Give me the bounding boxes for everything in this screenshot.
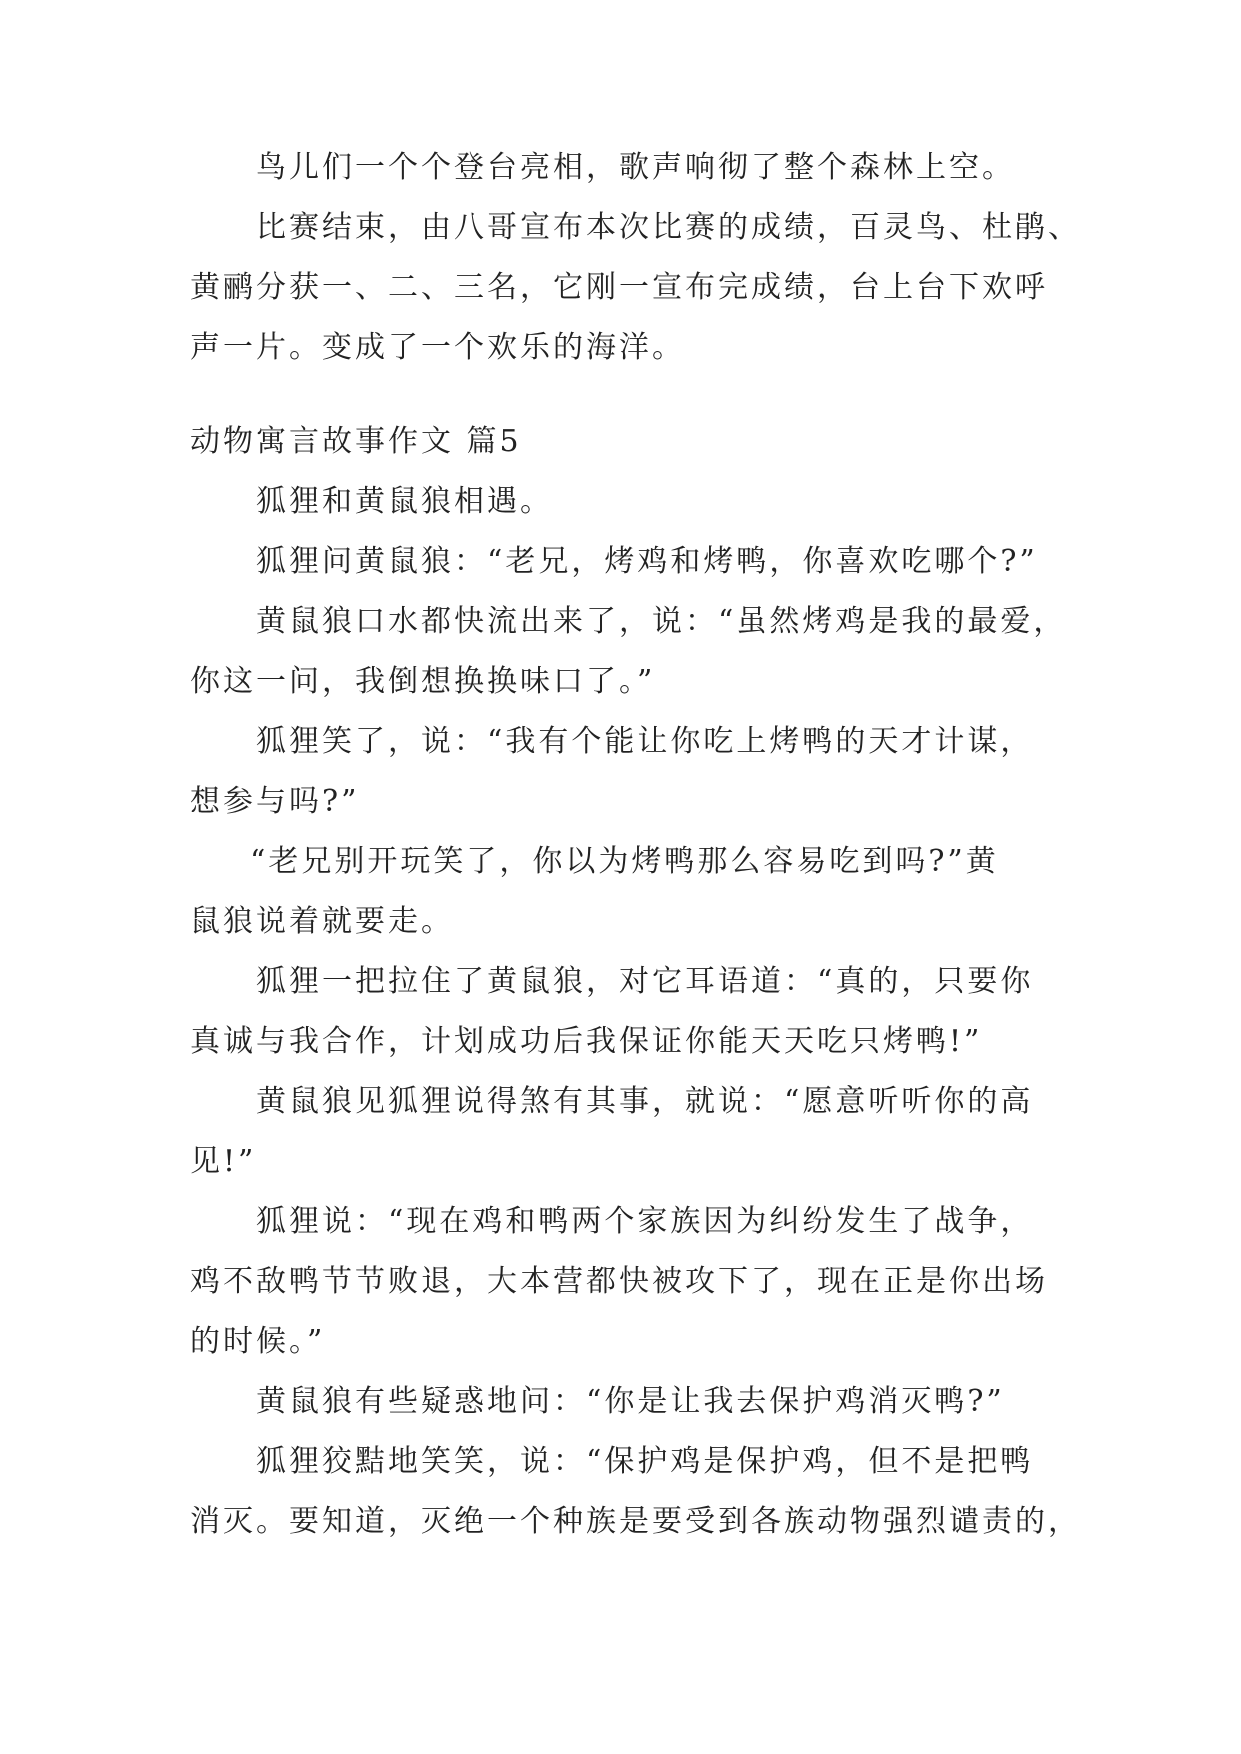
text-line: 狐狸一把拉住了黄鼠狼，对它耳语道：“真的，只要你 xyxy=(256,964,1034,999)
text-line: 鸟儿们一个个登台亮相，歌声响彻了整个森林上空。 xyxy=(256,150,1015,185)
text-line: 鸡不敌鸭节节败退，大本营都快被攻下了，现在正是你出场 xyxy=(190,1264,1048,1299)
text-line: 狐狸和黄鼠狼相遇。 xyxy=(256,484,553,519)
text-line: 鼠狼说着就要走。 xyxy=(190,904,454,939)
text-line: 狐狸狡黠地笑笑，说：“保护鸡是保护鸡，但不是把鸭 xyxy=(256,1444,1034,1479)
text-line: 黄鹂分获一、二、三名，它刚一宣布完成绩，台上台下欢呼 xyxy=(190,270,1048,305)
text-line: 黄鼠狼口水都快流出来了，说：“虽然烤鸡是我的最爱， xyxy=(256,604,1067,639)
text-line: 狐狸问黄鼠狼：“老兄，烤鸡和烤鸭，你喜欢吃哪个?” xyxy=(256,544,1038,579)
text-line: 的时候。” xyxy=(190,1324,326,1359)
text-line: 消灭。要知道，灭绝一个种族是要受到各族动物强烈谴责的， xyxy=(190,1504,1081,1539)
text-line: “老兄别开玩笑了，你以为烤鸭那么容易吃到吗?”黄 xyxy=(250,844,999,879)
text-line: 声一片。变成了一个欢乐的海洋。 xyxy=(190,330,685,365)
text-line: 黄鼠狼有些疑惑地问：“你是让我去保护鸡消灭鸭?” xyxy=(256,1384,1005,1419)
text-line: 比赛结束，由八哥宣布本次比赛的成绩，百灵鸟、杜鹃、 xyxy=(256,210,1081,245)
section-heading: 动物寓言故事作文 篇5 xyxy=(190,424,522,459)
text-line: 见!” xyxy=(190,1144,257,1179)
text-line: 狐狸笑了，说：“我有个能让你吃上烤鸭的天才计谋， xyxy=(256,724,1034,759)
text-line: 狐狸说：“现在鸡和鸭两个家族因为纠纷发生了战争， xyxy=(256,1204,1034,1239)
text-line: 真诚与我合作，计划成功后我保证你能天天吃只烤鸭!” xyxy=(190,1024,983,1059)
text-line: 想参与吗?” xyxy=(190,784,360,819)
text-line: 你这一问，我倒想换换味口了。” xyxy=(190,664,656,699)
text-line: 黄鼠狼见狐狸说得煞有其事，就说：“愿意听听你的高 xyxy=(256,1084,1034,1119)
